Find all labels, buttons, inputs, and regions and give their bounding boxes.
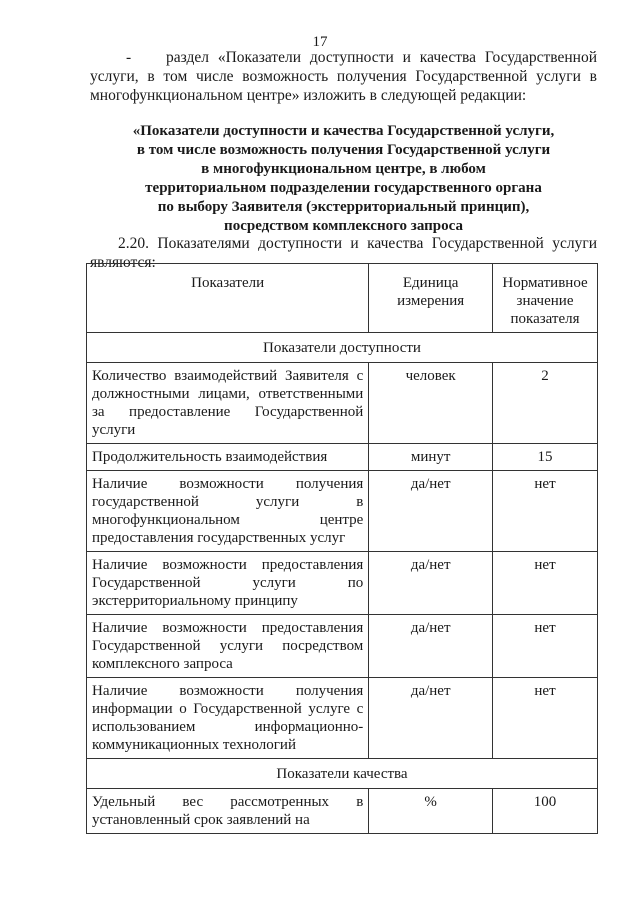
intro-paragraph bbox=[90, 48, 597, 105]
row-value: нет bbox=[493, 615, 598, 678]
lead-line: 2.20. Показателями доступности и качества Государственной услуги bbox=[118, 235, 597, 252]
row-indicator: Удельный вес рассмотренных в установленный срок заявлений на bbox=[87, 789, 369, 834]
row-indicator: Наличие возможности получения государственной услуги в многофункциональном центре предоставления государственных услуг bbox=[87, 471, 369, 552]
row-value: 100 bbox=[493, 789, 598, 834]
row-value: 15 bbox=[493, 444, 598, 471]
intro-dash: - bbox=[126, 49, 132, 66]
indicators-table bbox=[86, 263, 598, 834]
row-unit: да/нет bbox=[369, 552, 493, 615]
row-unit: человек bbox=[369, 363, 493, 444]
row-unit: минут bbox=[369, 444, 493, 471]
row-indicator: Наличие возможности предоставления Государственной услуги посредством комплексного запроса bbox=[87, 615, 369, 678]
section-row-quality bbox=[87, 759, 598, 789]
heading-line: по выбору Заявителя (экстерриториальный принцип), bbox=[157, 199, 530, 215]
heading-line: в том числе возможность получения Государственной услуги bbox=[136, 142, 551, 158]
table-row bbox=[87, 615, 598, 678]
table-row bbox=[87, 552, 598, 615]
section-heading bbox=[90, 122, 597, 236]
table-header-row bbox=[87, 264, 598, 333]
row-indicator: Наличие возможности получения информации о Государственной услуге с использованием информационно-коммуникационных технологий bbox=[87, 678, 369, 759]
indicators-table-body bbox=[87, 264, 598, 834]
row-unit: да/нет bbox=[369, 678, 493, 759]
row-unit: да/нет bbox=[369, 615, 493, 678]
heading-line: посредством комплексного запроса bbox=[224, 218, 463, 234]
table-row bbox=[87, 471, 598, 552]
table-row bbox=[87, 789, 598, 834]
heading-line: в многофункциональном центре, в любом bbox=[201, 161, 486, 177]
section-title-quality: Показатели качества bbox=[87, 759, 598, 789]
header-indicators: Показатели bbox=[87, 264, 369, 333]
row-value: нет bbox=[493, 471, 598, 552]
header-unit: Единица измерения bbox=[369, 264, 493, 333]
table-row bbox=[87, 444, 598, 471]
row-indicator: Продолжительность взаимодействия bbox=[87, 444, 369, 471]
table-row bbox=[87, 678, 598, 759]
lead-line: являются: bbox=[90, 254, 156, 271]
row-value: 2 bbox=[493, 363, 598, 444]
row-indicator: Наличие возможности предоставления Государственной услуги по экстерриториальному принципу bbox=[87, 552, 369, 615]
page-number: 17 bbox=[312, 34, 328, 50]
table-row bbox=[87, 363, 598, 444]
row-indicator: Количество взаимодействий Заявителя с должностными лицами, ответственными за предоставление Государственной услуги bbox=[87, 363, 369, 444]
row-value: нет bbox=[493, 552, 598, 615]
section-row-access bbox=[87, 333, 598, 363]
heading-line: «Показатели доступности и качества Государственной услуги, bbox=[132, 123, 555, 139]
heading-line: территориальном подразделении государственного органа bbox=[145, 180, 542, 196]
row-unit: да/нет bbox=[369, 471, 493, 552]
header-norm-value: Нормативное значение показателя bbox=[493, 264, 598, 333]
row-unit: % bbox=[369, 789, 493, 834]
intro-text: раздел «Показатели доступности и качества Государственной услуги, в том числе возможность получения Государственной услуги в многофункциональном центре» изложить в следующей редакции: bbox=[90, 49, 597, 104]
section-title-access: Показатели доступности bbox=[87, 333, 598, 363]
row-value: нет bbox=[493, 678, 598, 759]
